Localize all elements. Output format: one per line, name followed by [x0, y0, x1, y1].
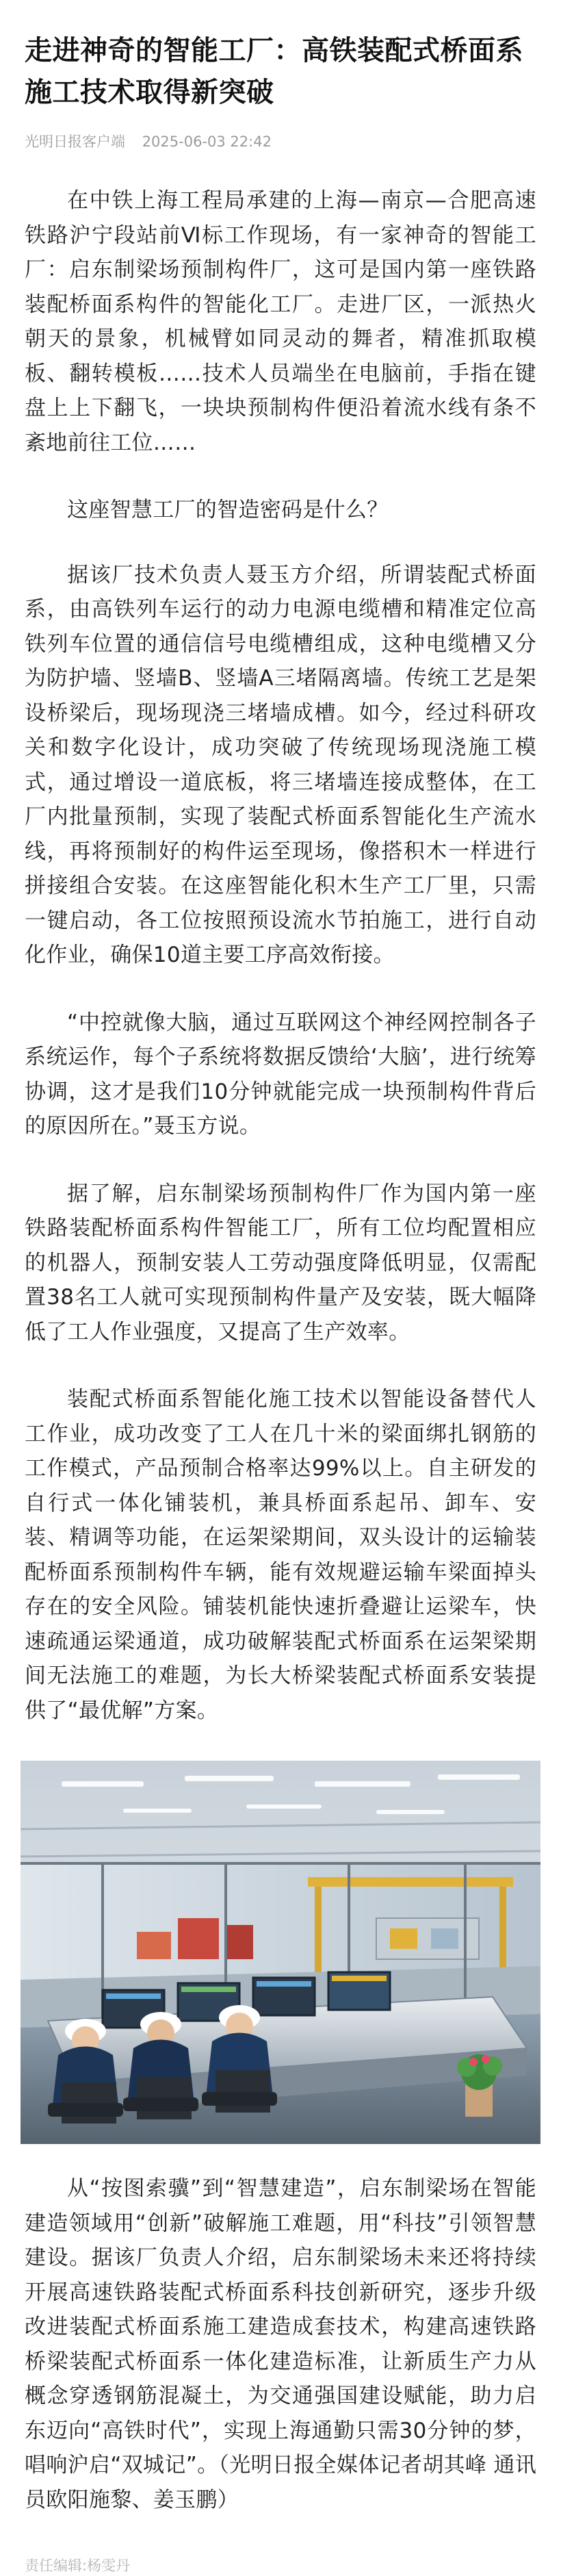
article-paragraph: 在中铁上海工程局承建的上海—南京—合肥高速铁路沪宁段站前Ⅵ标工作现场，有一家神奇的智能工厂：启东制梁场预制构件厂，这可是国内第一座铁路装配桥面系构件的智能化工厂。走进厂区，一派热火朝天的景象，机械臂如同灵动的舞者，精准抓取模板、翻转模板……技术人员端坐在电脑前，手指在键盘上上下翻飞，一块块预制构件便沿着流水线有条不紊地前往工位…… — [25, 188, 536, 455]
article-paragraph: “中控就像大脑，通过互联网这个神经网控制各子系统运作，每个子系统将数据反馈给‘大脑’，进行统筹协调，这才是我们10分钟就能完成一块预制构件背后的原因所在。”聂玉方说。 — [25, 1010, 536, 1138]
article-editor: 责任编辑:杨雯丹 — [25, 2558, 131, 2574]
article-meta — [25, 131, 536, 152]
article-paragraph: 从“按图索骥”到“智慧建造”，启东制梁场在智能建造领域用“创新”破解施工难题，用“科技”引领智慧建设。据该厂负责人介绍，启东制梁场未来还将持续开展高速铁路装配式桥面系科技创新研究，逐步升级改进装配式桥面系施工建造成套技术，构建高速铁路桥梁装配式桥面系一体化建造标准，让新质生产力从概念穿透钢筋混凝土，为交通强国建设赋能，助力启东迈向“高铁时代”，实现上海通勤只需30分钟的梦，唱响沪启“双城记”。（光明日报全媒体记者胡其峰 通讯员欧阳施黎、姜玉鹏） — [25, 2176, 536, 2512]
article-body — [25, 183, 536, 2517]
factory-control-room-photo — [21, 1761, 540, 2144]
article-paragraph: 装配式桥面系智能化施工技术以智能设备替代人工作业，成功改变了工人在几十米的梁面绑扎钢筋的工作模式，产品预制合格率达99%以上。自主研发的自行式一体化铺装机，兼具桥面系起吊、卸车、安装、精调等功能，在运架梁期间，双头设计的运输装配桥面系预制构件车辆，能有效规避运输车梁面掉头存在的安全风险。铺装机能快速折叠避让运梁车，快速疏通运梁通道，成功破解装配式桥面系在运架梁期间无法施工的难题，为长大桥梁装配式桥面系安装提供了“最优解”方案。 — [25, 1387, 536, 1723]
article-source[interactable]: 光明日报客户端 — [25, 133, 125, 150]
article-paragraph: 据该厂技术负责人聂玉方介绍，所谓装配式桥面系，由高铁列车运行的动力电源电缆槽和精准定位高铁列车位置的通信信号电缆槽组成，这种电缆槽又分为防护墙、竖墙B、竖墙A三堵隔离墙。传统工艺是架设桥梁后，现场现浇三堵墙成槽。如今，经过科研攻关和数字化设计，成功突破了传统现场现浇施工模式，通过增设一道底板，将三堵墙连接成整体，在工厂内批量预制，实现了装配式桥面系智能化生产流水线，再将预制好的构件运至现场，像搭积木一样进行拼接组合安装。在这座智能化积木生产工厂里，只需一键启动，各工位按照预设流水节拍施工，进行自动化作业，确保10道主要工序高效衔接。 — [25, 562, 536, 967]
article-photo[interactable] — [21, 1761, 540, 2144]
article-datetime: 2025-06-03 22:42 — [142, 133, 272, 150]
article-paragraph: 这座智慧工厂的智造密码是什么？ — [67, 498, 389, 522]
article-paragraph: 据了解，启东制梁场预制构件厂作为国内第一座铁路装配桥面系构件智能工厂，所有工位均配置相应的机器人，预制安装人工劳动强度降低明显，仅需配置38名工人就可实现预制构件量产及安装，既大幅降低了工人作业强度，又提高了生产效率。 — [25, 1181, 536, 1344]
article-title: 走进神奇的智能工厂：高铁装配式桥面系施工技术取得新突破 — [25, 35, 523, 108]
